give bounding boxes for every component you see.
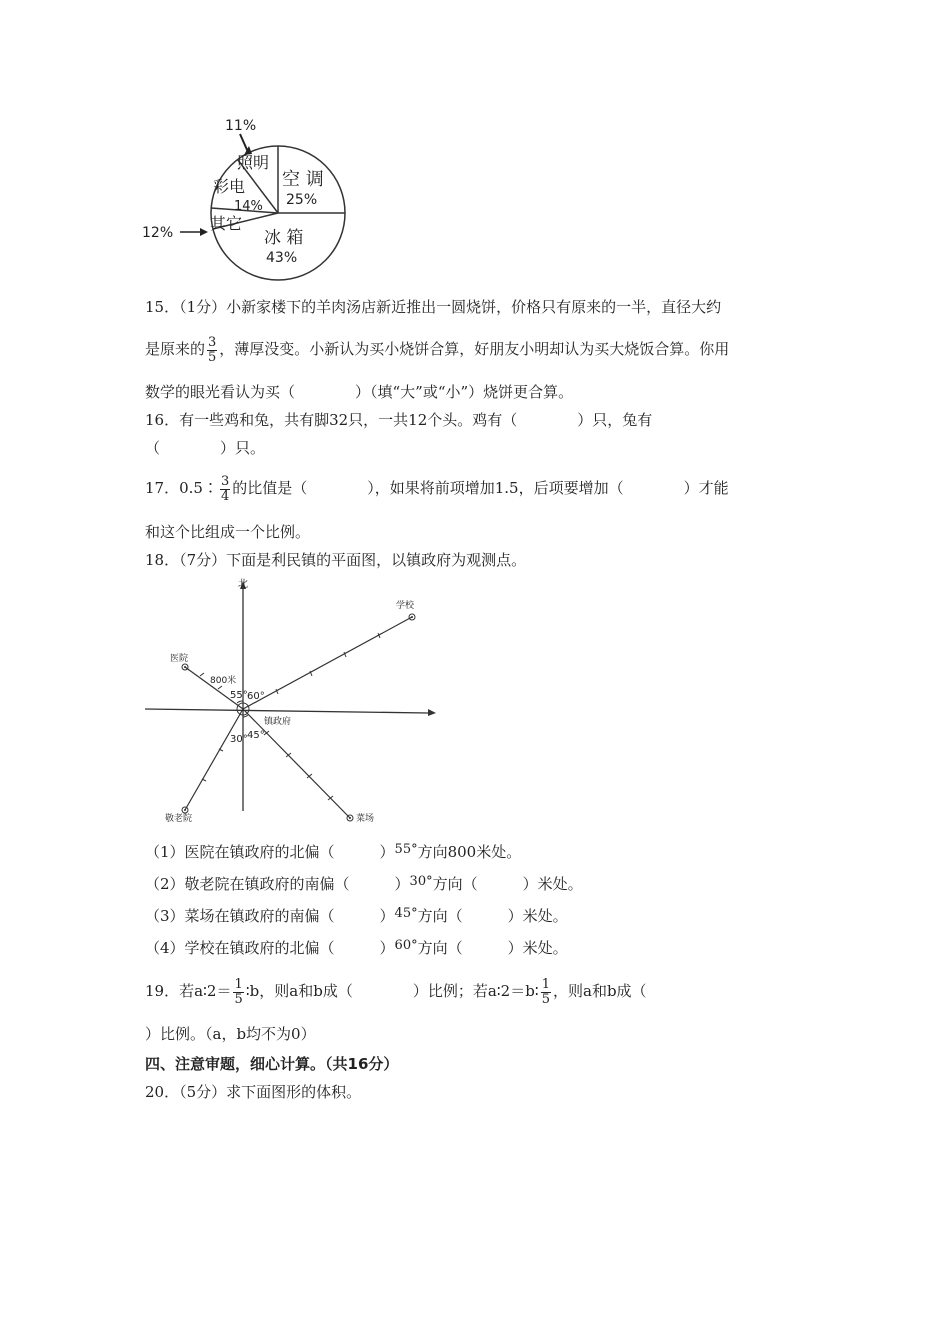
- map-angle-60: 60°: [247, 691, 265, 702]
- map-elderly-home-label: 敬老院: [165, 814, 193, 824]
- pie-label-bingxiang-pct: 43%: [266, 250, 298, 266]
- q18-item-2-pre: （2）敬老院在镇政府的南偏（ ）: [145, 875, 410, 893]
- map-school-label: 学校: [396, 601, 415, 611]
- q19-part3: ，则a和b成（: [553, 982, 647, 1000]
- q18-item-3: [145, 906, 568, 928]
- q19-frac1-num: 1: [234, 976, 243, 992]
- pie-label-bingxiang: 冰 箱: [264, 228, 304, 248]
- q16-line2: （ ）只。: [145, 439, 266, 457]
- map-market-label: 菜场: [356, 814, 375, 824]
- town-map: [140, 575, 440, 830]
- q19-frac1-den: 5: [234, 991, 243, 1007]
- q19-line1: [145, 970, 647, 1012]
- q18-item-2-degree: 30°: [409, 874, 433, 889]
- map-distance-label: 800米: [210, 676, 237, 686]
- q17-line2: 和这个比组成一个比例。: [145, 523, 311, 541]
- q19-frac2-num: 1: [541, 976, 550, 992]
- pie-label-caidian: 彩电: [213, 177, 246, 196]
- q18-item-1: [145, 842, 521, 864]
- q19-part1: 19．若a∶2＝: [145, 982, 232, 1000]
- pie-label-caidian-pct: 14%: [234, 199, 263, 214]
- q16-line1: 16．有一些鸡和兔，共有脚32只，一共12个头。鸡有（ ）只，兔有: [145, 411, 653, 429]
- q17-frac-den: 4: [220, 488, 230, 504]
- pie-label-11pct: 11%: [225, 118, 257, 134]
- q20-text: 20．（5分）求下面图形的体积。: [145, 1083, 362, 1101]
- q19-line2: ）比例。（a，b均不为0）: [145, 1025, 316, 1043]
- q18-item-1-post: 方向800米处。: [417, 843, 522, 861]
- q19-frac2-den: 5: [541, 991, 550, 1007]
- q15-line3: 数学的眼光看认为买（ ）（填“大”或“小”）烧饼更合算。: [145, 383, 574, 401]
- q15-line1: 15．（1分）小新家楼下的羊肉汤店新近推出一圆烧饼，价格只有原来的一半，直径大约: [145, 298, 722, 316]
- map-north-label: 北: [238, 579, 248, 590]
- map-hospital-label: 医院: [170, 654, 189, 664]
- q19-fraction-2: [541, 978, 551, 1007]
- q15-line2-post: ，薄厚没变。小新认为买小烧饼合算，好朋友小明却认为买大烧饭合算。你用: [219, 340, 730, 358]
- map-angle-30: 30°: [230, 734, 248, 745]
- q15-frac-den: 5: [208, 349, 217, 365]
- q18-item-1-pre: （1）医院在镇政府的北偏（ ）: [145, 843, 395, 861]
- pie-label-kongtiao-pct: 25%: [286, 192, 318, 208]
- pie-label-kongtiao: 空 调: [282, 169, 324, 190]
- q19-fraction-1: [233, 978, 243, 1007]
- q18-item-3-degree: 45°: [394, 906, 418, 921]
- section-4-heading: 四、注意审题，细心计算。（共16分）: [145, 1055, 399, 1073]
- q17-frac-num: 3: [220, 473, 230, 489]
- q18-item-4-degree: 60°: [394, 938, 418, 953]
- q17-line1: [145, 468, 729, 508]
- pie-label-12pct: 12%: [142, 225, 174, 241]
- q18-item-4-post: 方向（ ）米处。: [417, 939, 568, 957]
- q15-frac-num: 3: [208, 334, 217, 350]
- q15-line2: [145, 332, 729, 366]
- q18-item-2: [145, 874, 583, 896]
- q17-line1-post: 的比值是（ ），如果将前项增加1.5，后项要增加（ ）才能: [232, 479, 729, 497]
- map-angle-45: 45°: [247, 730, 265, 741]
- q15-line2-pre: 是原来的: [145, 340, 206, 358]
- map-angle-55: 55°: [230, 690, 248, 701]
- pie-label-qita: 其它: [210, 214, 243, 233]
- q18-item-1-degree: 55°: [394, 842, 418, 857]
- q19-part2: ∶b，则a和b成（ ）比例；若a∶2＝b∶: [245, 982, 539, 1000]
- q18-item-4: [145, 938, 568, 960]
- q17-line1-pre: 17．0.5∶: [145, 479, 218, 497]
- q15-fraction: [207, 336, 217, 365]
- q18-item-2-post: 方向（ ）米处。: [432, 875, 583, 893]
- q17-fraction: [220, 475, 230, 504]
- map-center-label: 镇政府: [264, 717, 292, 727]
- q18-item-3-pre: （3）菜场在镇政府的南偏（ ）: [145, 907, 395, 925]
- q18-item-3-post: 方向（ ）米处。: [417, 907, 568, 925]
- q18-item-4-pre: （4）学校在镇政府的北偏（ ）: [145, 939, 395, 957]
- q18-title: 18．（7分）下面是利民镇的平面图，以镇政府为观测点。: [145, 551, 527, 569]
- pie-chart: [140, 110, 360, 285]
- pie-label-zhaoming: 照明: [237, 153, 270, 172]
